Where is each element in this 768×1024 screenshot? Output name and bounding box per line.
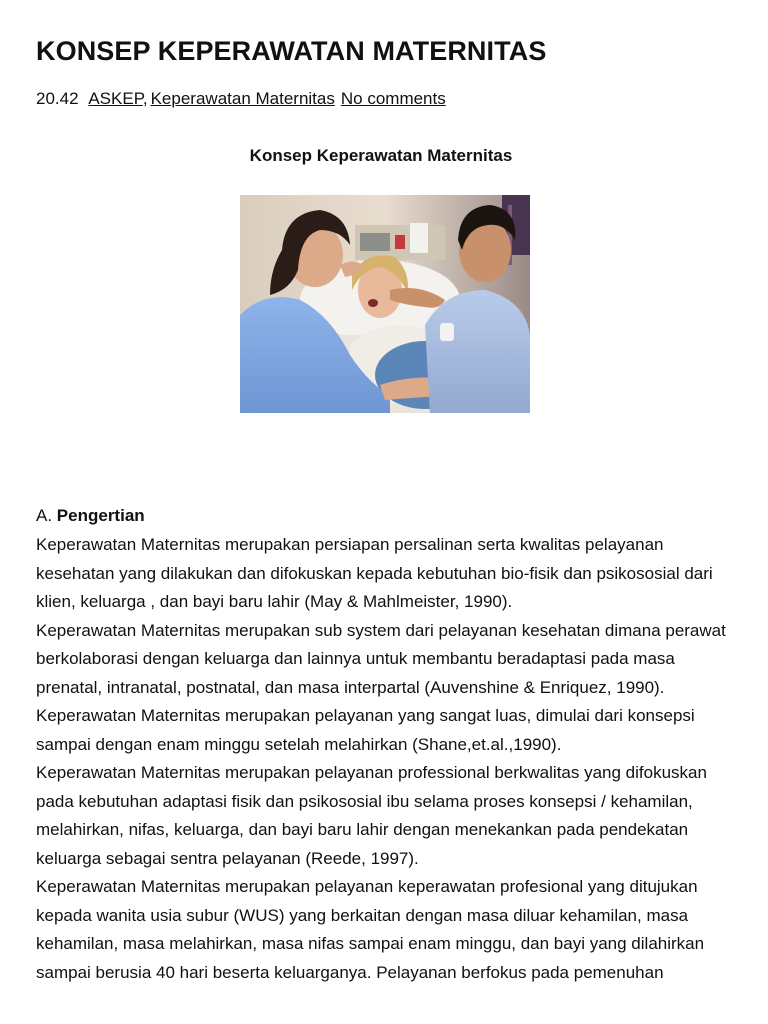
post-title: KONSEP KEPERAWATAN MATERNITAS [36,36,547,66]
post-body [36,531,736,987]
paragraph: Keperawatan Maternitas merupakan pelayanan yang sangat luas, dimulai dari konsepsi sampai dengan enam minggu setelah melahirkan (Shane,et.al.,1990). [36,706,695,754]
section-title: Pengertian [56,506,145,525]
label-link-keperawatan-maternitas[interactable]: Keperawatan Maternitas [150,89,335,108]
post-meta [36,89,446,109]
section-marker: A. [36,506,53,525]
paragraph: Keperawatan Maternitas merupakan pelayanan professional berkwalitas yang difokuskan pada kebutuhan adaptasi fisik dan psikososial ibu selama proses konsepsi / kehamilan, melahirkan, nifas, keluarga, dan bayi baru lahir dengan menekankan pada pendekatan keluarga sebagai sentra pelayanan (Reede, 1997). [36,763,707,868]
label-link-askep[interactable]: ASKEP [88,89,143,108]
post-time: 20.42 [36,89,79,108]
paragraph: Keperawatan Maternitas merupakan persiapan persalinan serta kwalitas pelayanan kesehatan yang dilakukan dan difokuskan kepada kebutuhan bio-fisik dan psikososial dari klien, keluarga , dan bayi baru lahir (May & Mahlmeister, 1990). [36,535,713,611]
comments-link[interactable]: No comments [340,89,446,108]
delivery-room-photo-illustration [240,195,530,413]
paragraph: Keperawatan Maternitas merupakan pelayanan keperawatan profesional yang ditujukan kepada wanita usia subur (WUS) yang berkaitan dengan masa diluar kehamilan, masa kehamilan, masa melahirkan, masa nifas sampai enam minggu, dan bayi yang dilahirkan sampai berusia 40 hari beserta keluarganya. Pelayanan berfokus pada pemenuhan [36,877,705,982]
section-heading-pengertian [36,506,145,526]
label-separator: , [142,89,148,108]
post-heading: Konsep Keperawatan Maternitas [249,146,513,165]
post-photo [240,195,530,413]
paragraph: Keperawatan Maternitas merupakan sub system dari pelayanan kesehatan dimana perawat berkolaborasi dengan keluarga dan lainnya untuk membantu beradaptasi pada masa prenatal, intranatal, postnatal, dan masa interpartal (Auvenshine & Enriquez, 1990). [36,620,726,697]
